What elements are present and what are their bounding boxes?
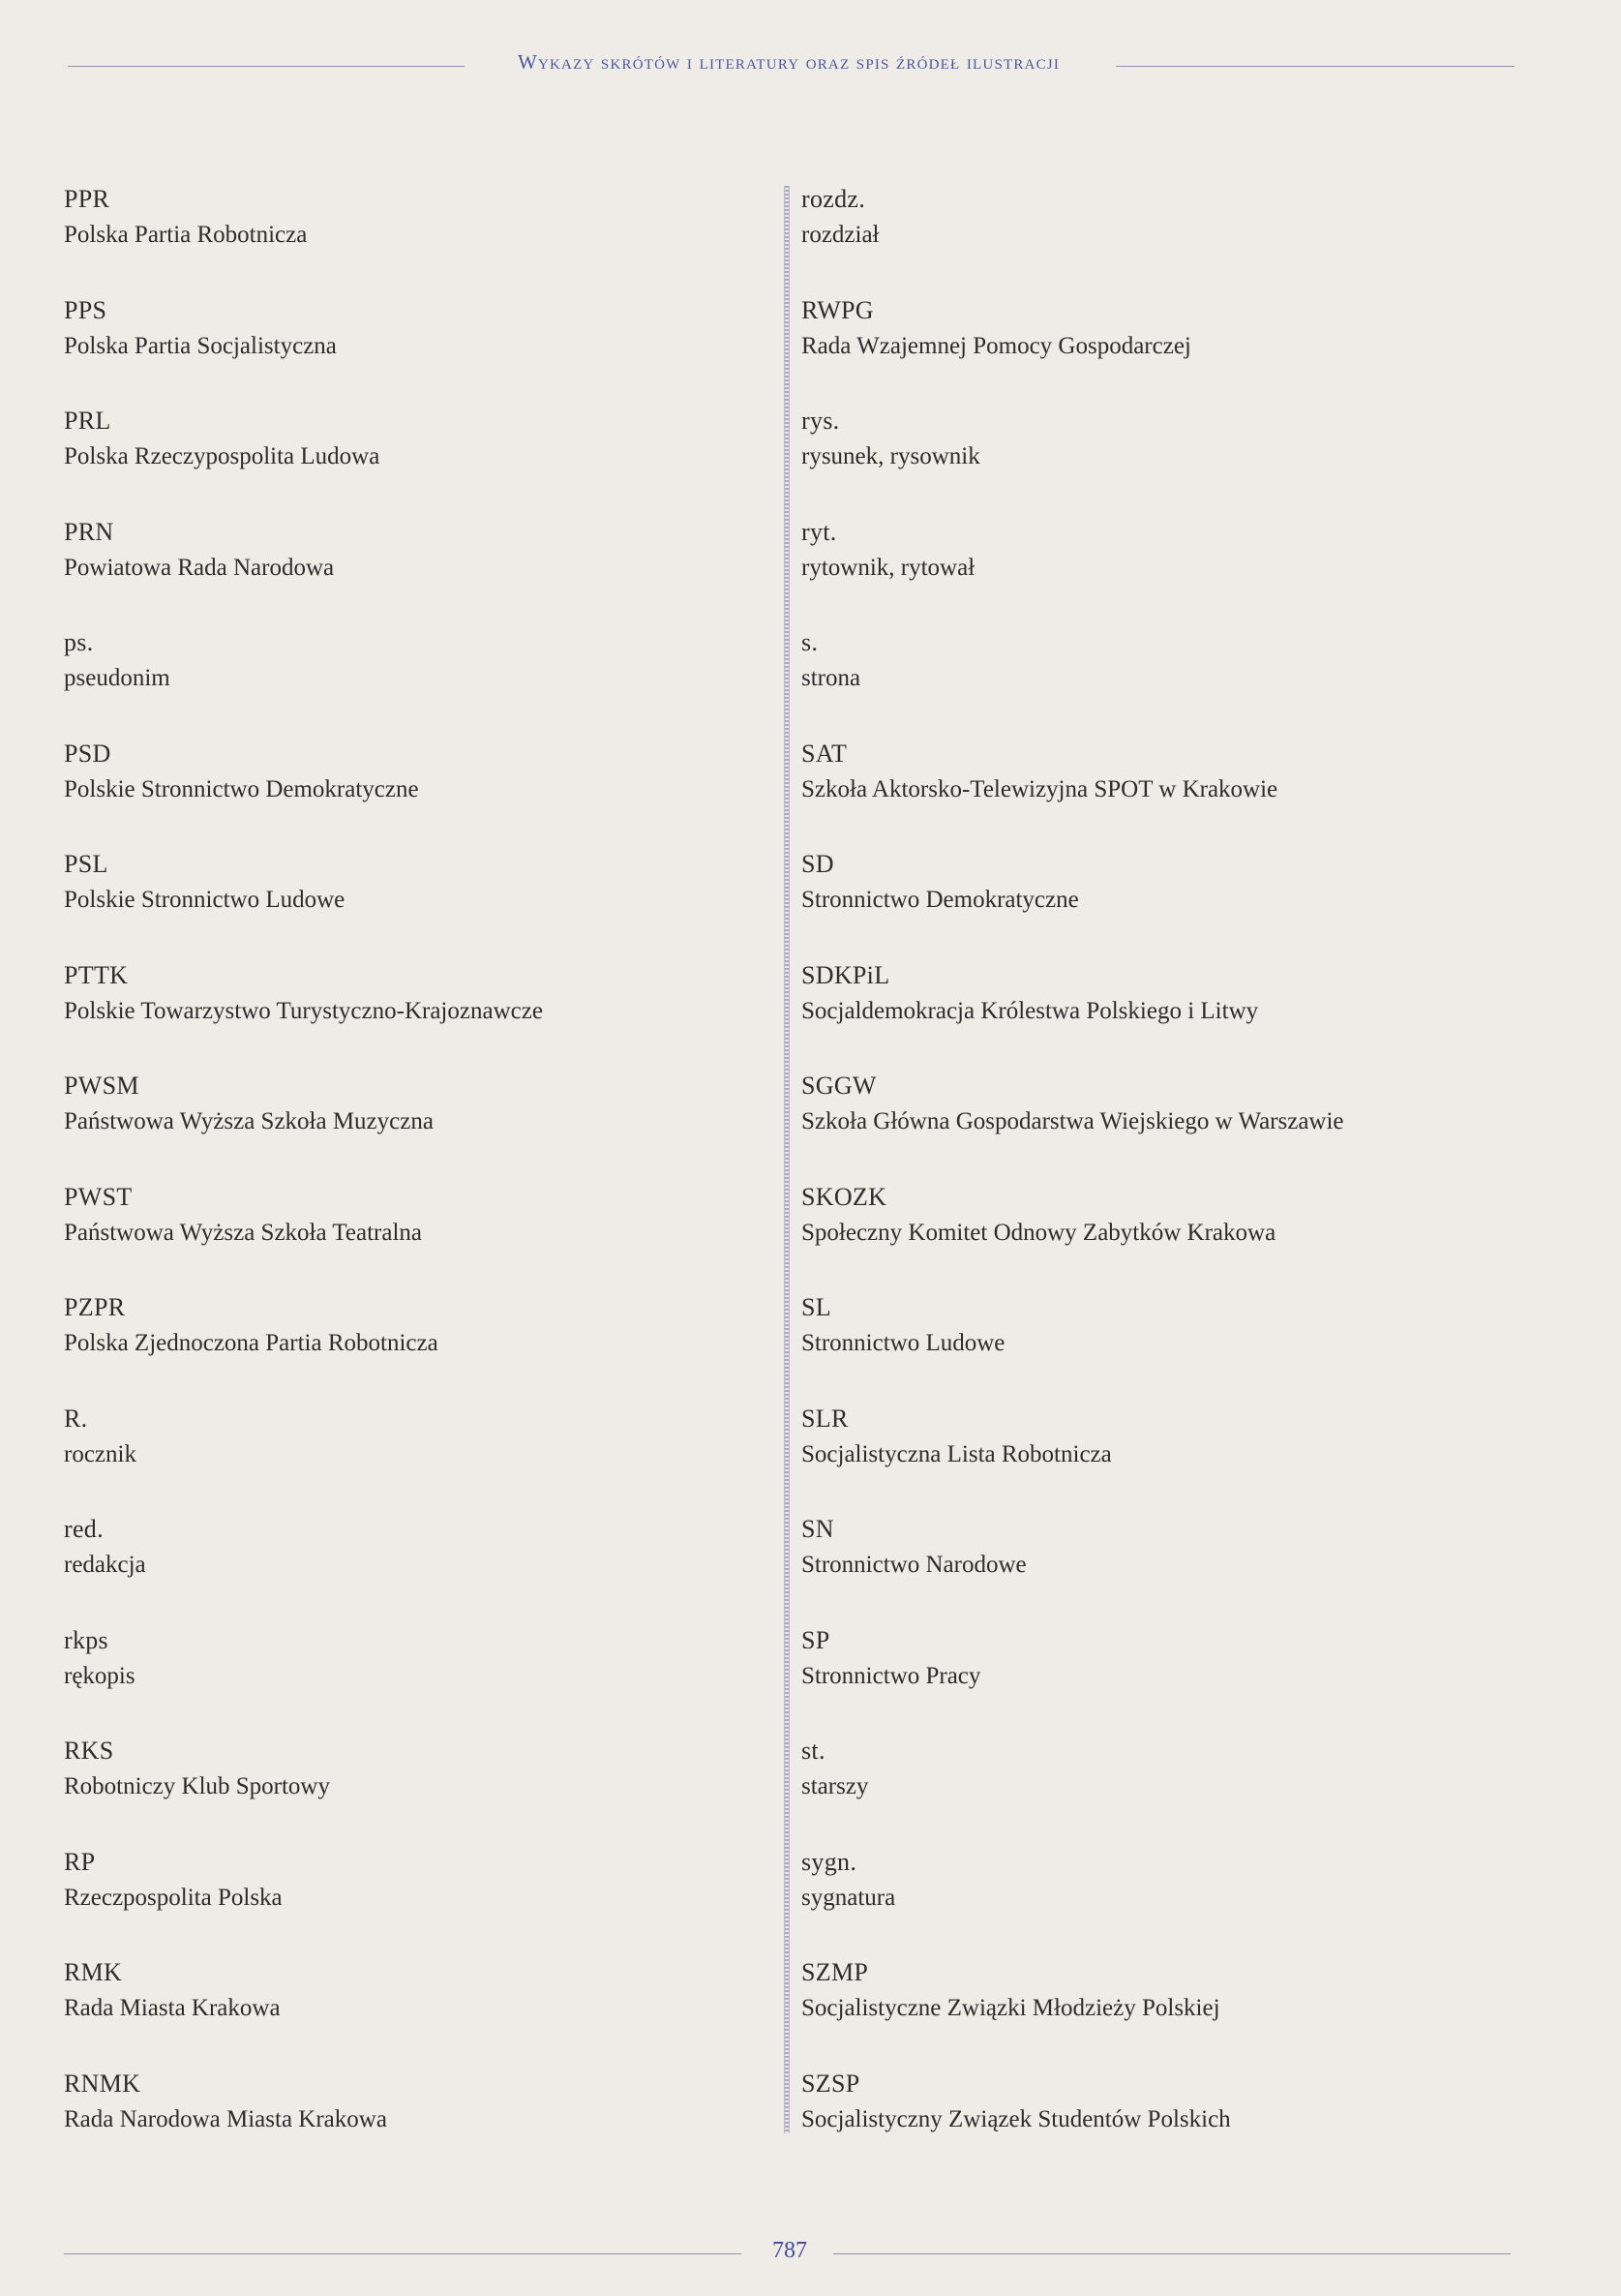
abbreviation-entry <box>801 737 1517 848</box>
abbreviation-entry <box>801 1402 1517 1513</box>
abbreviation: SZMP <box>801 1958 869 1986</box>
abbreviation-entry <box>801 1845 1517 1956</box>
abbreviation-expansion: Powiatowa Rada Narodowa <box>64 554 335 581</box>
abbreviation: PWSM <box>64 1072 139 1100</box>
abbreviation: PPR <box>64 185 110 213</box>
abbreviation: SDKPiL <box>801 960 890 989</box>
abbreviation: SAT <box>801 739 848 768</box>
abbreviation: RWPG <box>801 295 874 324</box>
abbreviation-entry <box>801 1955 1517 2067</box>
abbreviation-expansion: Polska Partia Robotnicza <box>64 222 308 248</box>
abbreviation-entry <box>64 1734 780 1845</box>
abbreviation: SD <box>801 850 834 878</box>
abbreviation-expansion: rękopis <box>64 1662 135 1689</box>
abbreviation: SN <box>801 1515 834 1543</box>
abbreviation-entry <box>64 1290 780 1402</box>
abbreviation-expansion: Państwowa Wyższa Szkoła Muzyczna <box>64 1108 434 1134</box>
abbreviation: PSL <box>64 850 108 878</box>
abbreviation-entry <box>64 1069 780 1180</box>
abbreviation: PSD <box>64 739 111 768</box>
abbreviation-expansion: Polska Partia Socjalistyczna <box>64 332 337 359</box>
abbreviation: SLR <box>801 1404 849 1433</box>
abbreviation-entry <box>64 1402 780 1513</box>
abbreviation-entry <box>801 1069 1517 1180</box>
abbreviation: PPS <box>64 295 107 324</box>
abbreviation: PTTK <box>64 960 129 989</box>
abbreviation: RMK <box>64 1958 123 1986</box>
abbreviation-expansion: Socjalistyczna Lista Robotnicza <box>801 1440 1112 1467</box>
abbreviation-entry <box>801 2067 1517 2178</box>
abbreviation-expansion: Robotniczy Klub Sportowy <box>64 1773 330 1799</box>
abbreviation-entry <box>64 625 780 737</box>
abbreviation-entry <box>64 737 780 848</box>
abbreviation-expansion: rysunek, rysownik <box>801 443 980 469</box>
page-footer <box>64 2234 1511 2273</box>
abbreviation: RNMK <box>64 2069 141 2098</box>
abbreviation-entry <box>64 182 780 293</box>
abbreviation-expansion: Rzeczpospolita Polska <box>64 1884 283 1911</box>
header-rule-left <box>68 66 465 67</box>
abbreviation-expansion: Rada Wzajemnej Pomocy Gospodarczej <box>801 332 1191 359</box>
abbreviation-expansion: redakcja <box>64 1552 146 1578</box>
abbreviation-entry <box>801 625 1517 737</box>
abbreviation-entry <box>801 515 1517 626</box>
abbreviation: ps. <box>64 628 94 656</box>
abbreviation: SZSP <box>801 2069 860 2098</box>
abbreviation-expansion: Stronnictwo Pracy <box>801 1662 981 1689</box>
abbreviation-entry <box>801 1180 1517 1291</box>
abbreviation: ryt. <box>801 517 837 546</box>
abbreviation-expansion: Rada Miasta Krakowa <box>64 1995 281 2021</box>
abbreviation: red. <box>64 1515 104 1543</box>
abbreviation: R. <box>64 1404 88 1433</box>
column-divider <box>784 186 790 2133</box>
abbreviation-entry <box>801 404 1517 515</box>
abbreviation-entry <box>64 1512 780 1623</box>
abbreviation-expansion: Socjaldemokracja Królestwa Polskiego i Litwy <box>801 997 1259 1024</box>
abbreviation: st. <box>801 1737 826 1765</box>
abbreviation-entry <box>801 1623 1517 1735</box>
abbreviation-expansion: Szkoła Aktorsko-Telewizyjna SPOT w Krakowie <box>801 775 1278 802</box>
abbreviation-expansion: Polska Rzeczypospolita Ludowa <box>64 443 380 469</box>
abbreviation: SKOZK <box>801 1182 887 1211</box>
abbreviation-expansion: starszy <box>801 1773 869 1799</box>
abbreviation-expansion: rytownik, rytował <box>801 554 976 581</box>
page-number: 787 <box>772 2238 807 2263</box>
abbreviation-entry <box>64 1955 780 2067</box>
abbreviation: s. <box>801 628 819 656</box>
abbreviation: RKS <box>64 1737 114 1765</box>
abbreviation-expansion: Państwowa Wyższa Szkoła Teatralna <box>64 1219 423 1246</box>
abbreviation-entry <box>64 293 780 405</box>
abbreviation-entry <box>64 1180 780 1291</box>
running-header-title: Wykazy skrótów i literatury oraz spis źródeł ilustracji <box>517 50 1061 74</box>
footer-rule-left <box>64 2253 741 2254</box>
footer-rule-right <box>833 2253 1511 2254</box>
abbreviation-expansion: Rada Narodowa Miasta Krakowa <box>64 2105 387 2132</box>
abbreviation-expansion: Stronnictwo Demokratyczne <box>801 887 1079 913</box>
abbreviation-entry <box>801 958 1517 1070</box>
abbreviation-entry <box>801 1290 1517 1402</box>
abbreviation: SL <box>801 1293 831 1321</box>
abbreviation-entry <box>64 1623 780 1735</box>
abbreviation-entry <box>64 404 780 515</box>
abbreviation: sygn. <box>801 1847 857 1876</box>
abbreviation-expansion: Polskie Stronnictwo Ludowe <box>64 887 345 913</box>
abbreviations-right-column <box>801 182 1517 2177</box>
abbreviation-entry <box>64 2067 780 2178</box>
abbreviation-entry <box>801 1734 1517 1845</box>
abbreviation-expansion: Polskie Stronnictwo Demokratyczne <box>64 775 419 802</box>
abbreviation-entry <box>801 293 1517 405</box>
abbreviation-entry <box>64 958 780 1070</box>
abbreviation: PZPR <box>64 1293 126 1321</box>
abbreviation: rkps <box>64 1625 108 1654</box>
abbreviation-entry <box>801 1512 1517 1623</box>
abbreviation: SGGW <box>801 1072 877 1100</box>
abbreviation-expansion: Socjalistyczny Związek Studentów Polskich <box>801 2105 1231 2132</box>
header-rule-right <box>1116 66 1515 67</box>
abbreviation-entry <box>801 847 1517 958</box>
abbreviation-expansion: Socjalistyczne Związki Młodzieży Polskiej <box>801 1995 1220 2021</box>
abbreviation-entry <box>64 515 780 626</box>
abbreviation-expansion: Stronnictwo Ludowe <box>801 1330 1006 1356</box>
abbreviation-expansion: sygnatura <box>801 1884 896 1911</box>
abbreviation-entry <box>801 182 1517 293</box>
abbreviation: PRL <box>64 407 111 435</box>
abbreviation: RP <box>64 1847 96 1876</box>
abbreviation: rys. <box>801 407 840 435</box>
abbreviations-left-column <box>64 182 780 2177</box>
abbreviation: PRN <box>64 517 114 546</box>
abbreviation-expansion: rocznik <box>64 1440 136 1467</box>
abbreviation-expansion: rozdział <box>801 222 880 248</box>
abbreviation: rozdz. <box>801 185 866 213</box>
abbreviation-expansion: Polska Zjednoczona Partia Robotnicza <box>64 1330 438 1356</box>
abbreviation-expansion: strona <box>801 665 861 691</box>
abbreviation-expansion: Społeczny Komitet Odnowy Zabytków Krakowa <box>801 1219 1276 1246</box>
abbreviation: SP <box>801 1625 830 1654</box>
abbreviation-expansion: Polskie Towarzystwo Turystyczno-Krajoznawcze <box>64 997 543 1024</box>
abbreviation-entry <box>64 847 780 958</box>
abbreviation-expansion: Szkoła Główna Gospodarstwa Wiejskiego w Warszawie <box>801 1108 1344 1134</box>
abbreviation-entry <box>64 1845 780 1956</box>
running-header <box>68 50 1515 83</box>
abbreviation: PWST <box>64 1182 133 1211</box>
abbreviation-expansion: Stronnictwo Narodowe <box>801 1552 1027 1578</box>
abbreviation-expansion: pseudonim <box>64 665 170 691</box>
